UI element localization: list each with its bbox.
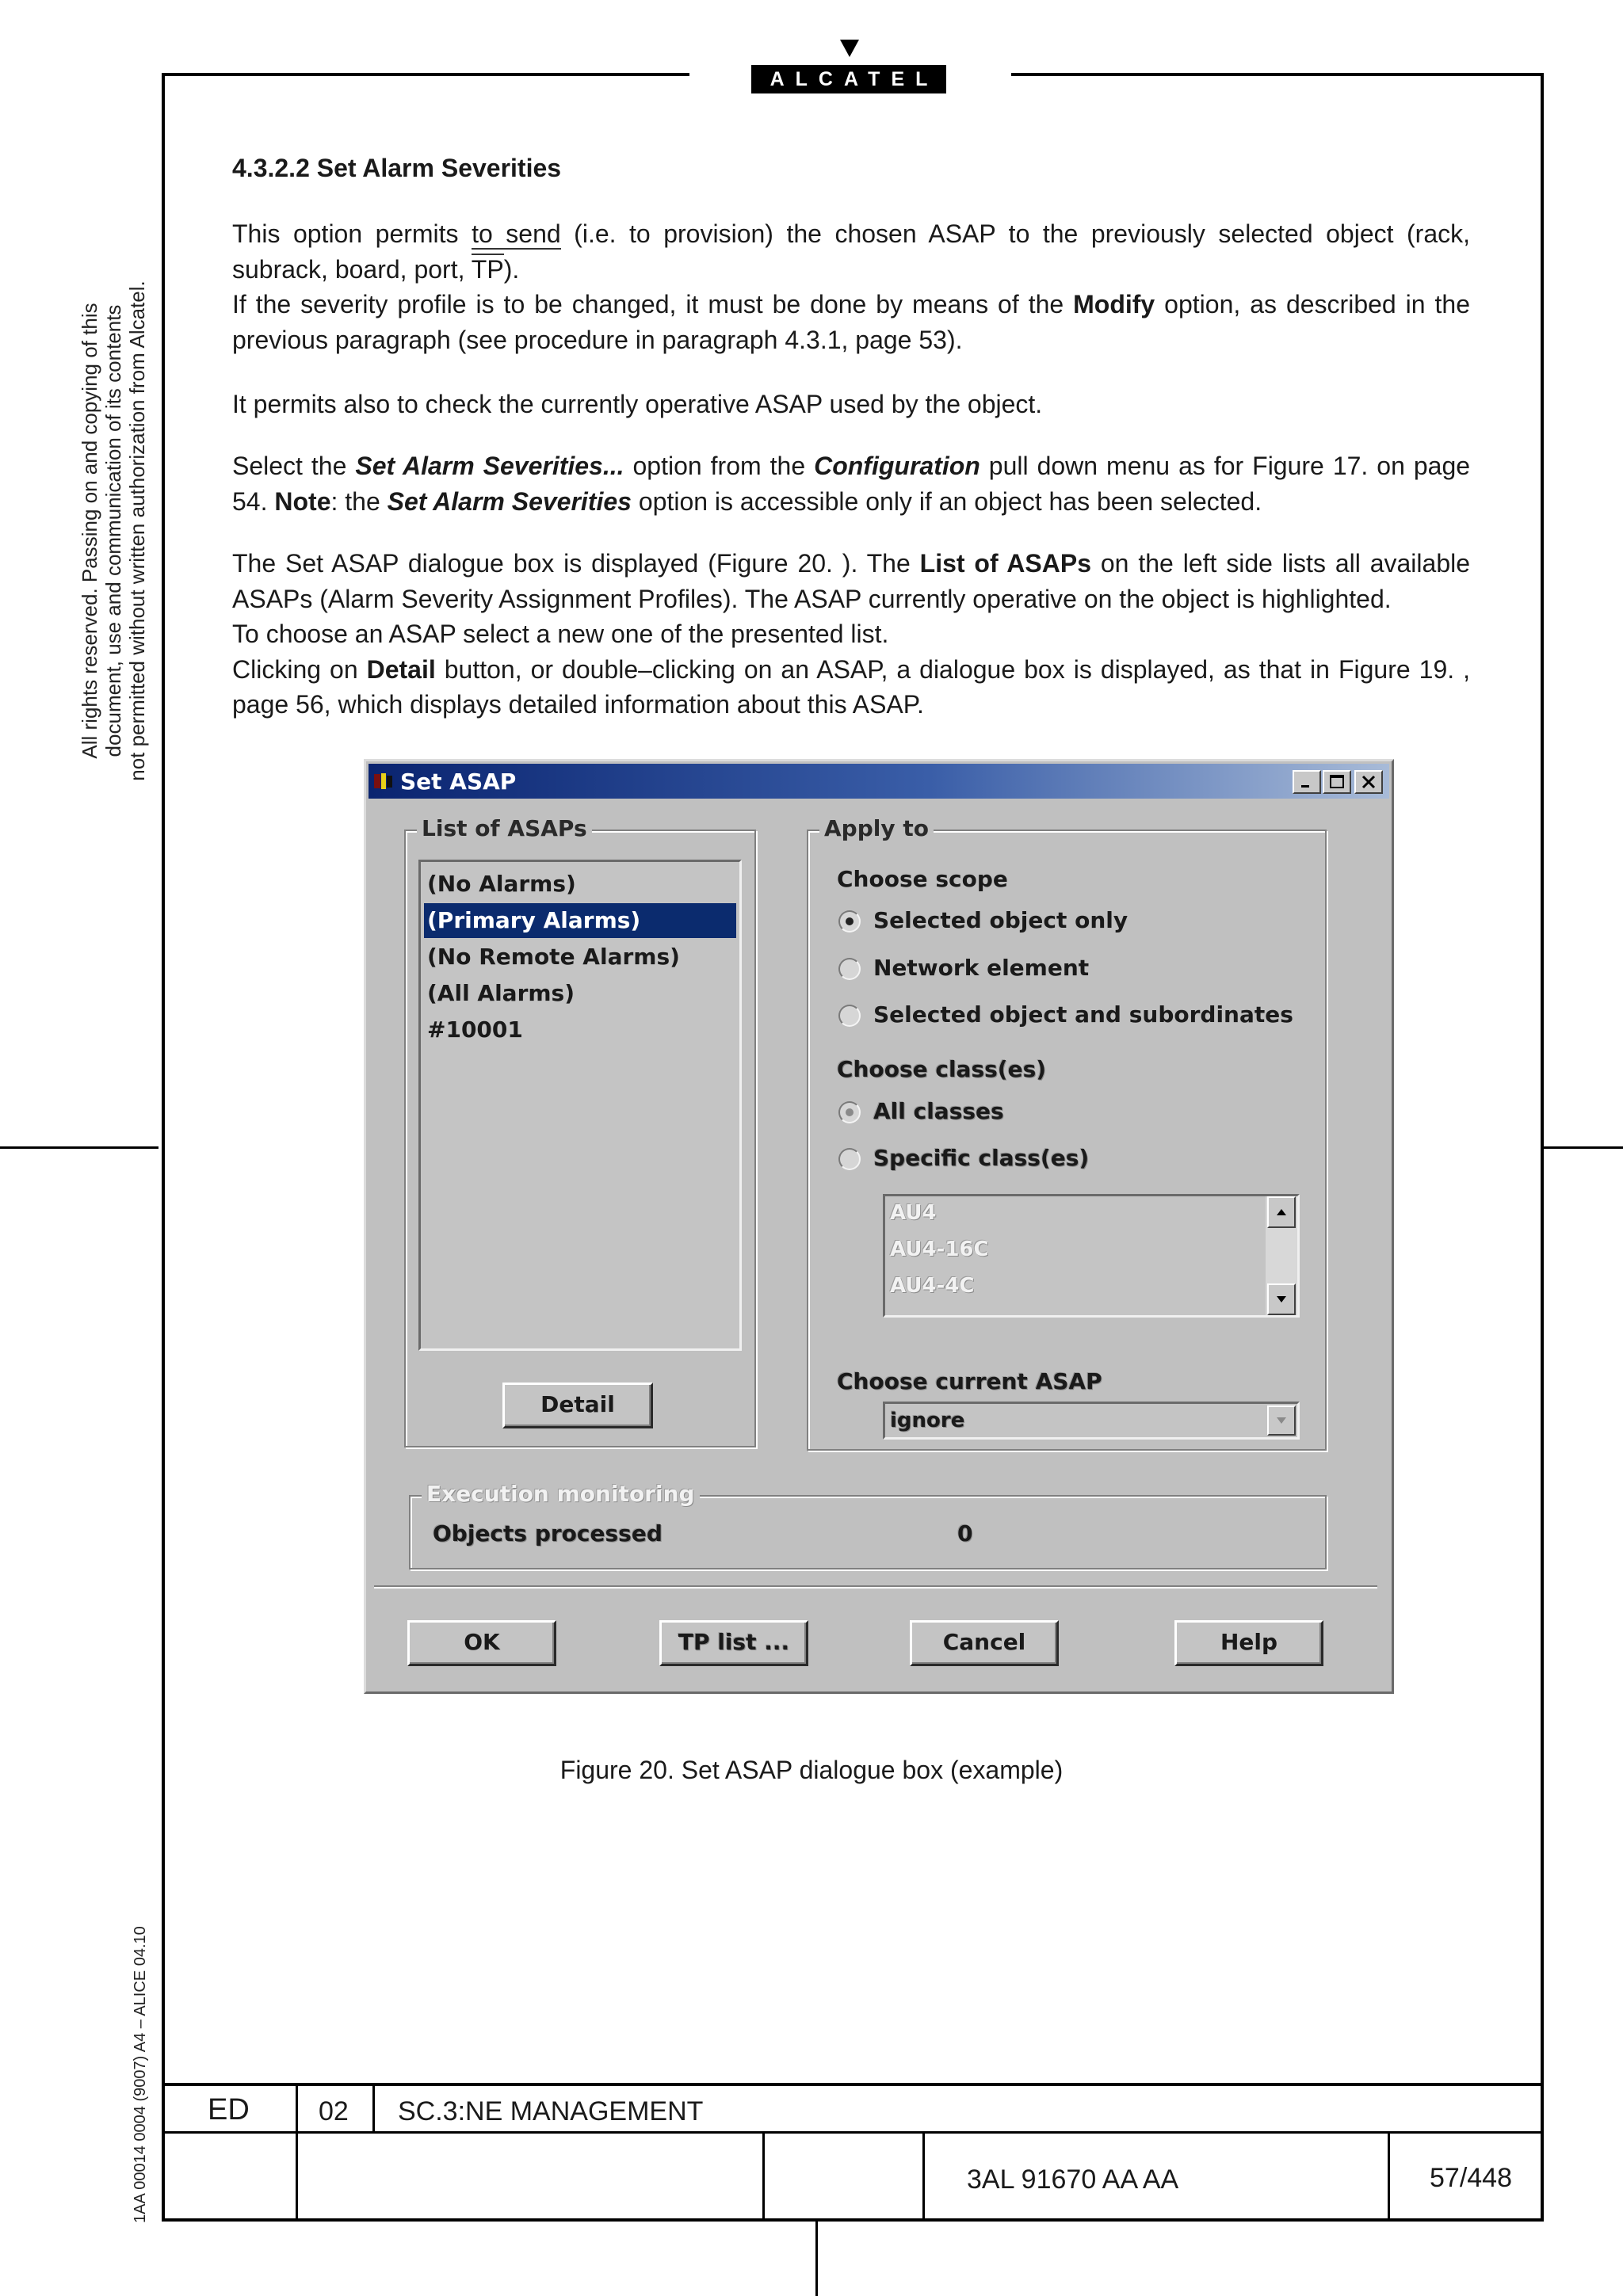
objects-processed-label: Objects processed bbox=[433, 1520, 663, 1547]
crop-mark-right bbox=[1544, 1146, 1623, 1149]
footer-ed-value: 02 bbox=[319, 2096, 349, 2126]
footer-section: SC.3:NE MANAGEMENT bbox=[398, 2096, 704, 2126]
footer-divider-1 bbox=[296, 2083, 298, 2221]
scope-option-subordinates[interactable]: Selected object and subordinates bbox=[873, 1001, 1293, 1028]
asap-item-no-alarms[interactable]: (No Alarms) bbox=[427, 871, 576, 897]
current-asap-combo[interactable] bbox=[883, 1402, 1300, 1440]
footer-top-line bbox=[162, 2083, 1544, 2086]
class-item-au4[interactable]: AU4 bbox=[890, 1201, 937, 1225]
frame-left-line bbox=[162, 73, 165, 2222]
class-listbox[interactable] bbox=[883, 1194, 1300, 1318]
execution-monitoring-group bbox=[409, 1481, 1327, 1569]
ok-button[interactable]: OK bbox=[407, 1620, 556, 1666]
scope-option-network-element[interactable]: Network element bbox=[873, 955, 1090, 981]
detail-button[interactable]: Detail bbox=[502, 1383, 653, 1428]
arrow-up-icon bbox=[1275, 1207, 1288, 1217]
close-button[interactable] bbox=[1354, 770, 1383, 794]
paragraph-5: The Set ASAP dialogue box is displayed (Figure 20. ). The List of ASAPs on the left side lists all available ASAPs (Alarm Severity Assignment Profiles). The ASAP currently operative on the object is highlighted. To choose an ASAP select a new one of the presented list. Clicking on Detail button, or double–clicking on an ASAP, a dialogue box is displayed, as that in Figure 19. , page 56, which displays detailed information about this ASAP. bbox=[232, 549, 1471, 719]
footer-document-code: 3AL 91670 AA AA bbox=[967, 2164, 1179, 2195]
tp-list-button[interactable]: TP list ... bbox=[659, 1620, 808, 1666]
choose-current-asap-label: Choose current ASAP bbox=[837, 1368, 1102, 1394]
crop-mark-bottom bbox=[815, 2222, 818, 2296]
footer-divider-2 bbox=[372, 2083, 375, 2134]
dialog-titlebar[interactable] bbox=[369, 764, 1389, 799]
chevron-down-icon bbox=[1275, 1416, 1288, 1425]
scope-radio-subordinates[interactable] bbox=[838, 1005, 861, 1027]
asap-item-no-remote-alarms[interactable]: (No Remote Alarms) bbox=[427, 944, 680, 970]
maximize-icon bbox=[1328, 774, 1346, 790]
paragraph-1: This option permits to send (i.e. to provision) the chosen ASAP to the previously selected object (rack, subrack, board, port, TP). If the severity profile is to be changed, it must be done by means of the Modify option, as described in the previous paragraph (see procedure in paragraph 4.3.1, page 53). bbox=[232, 219, 1471, 354]
execution-monitoring-label: Execution monitoring bbox=[422, 1481, 700, 1507]
scroll-up-button[interactable] bbox=[1267, 1196, 1296, 1228]
scope-radio-selected-object[interactable] bbox=[838, 910, 861, 933]
rights-line-3: not permitted without written authorization from Alcatel. bbox=[125, 280, 149, 781]
list-of-asaps-group bbox=[404, 815, 756, 1447]
document-template-code: 1AA 00014 0004 (9007) A4 – ALICE 04.10 bbox=[132, 1926, 149, 2223]
apply-to-label: Apply to bbox=[819, 815, 934, 841]
frame-top-left-line bbox=[162, 73, 689, 76]
scope-option-selected-object[interactable]: Selected object only bbox=[873, 907, 1128, 933]
class-list-scrollbar[interactable] bbox=[1266, 1196, 1297, 1315]
alcatel-logo: ALCATEL bbox=[751, 65, 946, 93]
asap-item-10001[interactable]: #10001 bbox=[427, 1016, 523, 1043]
paragraph-4: Select the Set Alarm Severities... option from the Configuration pull down menu as for Figure 17. on page 54. Note: the Set Alarm Severities option is accessible only if an object has been selected. bbox=[232, 452, 1471, 516]
section-heading: 4.3.2.2 Set Alarm Severities bbox=[232, 154, 562, 182]
choose-scope-label: Choose scope bbox=[837, 866, 1008, 892]
rights-line-1: All rights reserved. Passing on and copying of this bbox=[78, 303, 101, 759]
class-item-au4-16c[interactable]: AU4-16C bbox=[890, 1238, 989, 1261]
class-option-specific[interactable]: Specific class(es) bbox=[873, 1145, 1090, 1171]
class-radio-specific[interactable] bbox=[838, 1148, 861, 1170]
footer-ed-label: ED bbox=[208, 2093, 250, 2126]
maximize-button[interactable] bbox=[1323, 770, 1351, 794]
scope-radio-network-element[interactable] bbox=[838, 958, 861, 980]
asap-item-all-alarms[interactable]: (All Alarms) bbox=[427, 980, 575, 1006]
help-button[interactable]: Help bbox=[1174, 1620, 1323, 1666]
close-icon bbox=[1360, 774, 1377, 790]
footer-divider-3 bbox=[762, 2131, 765, 2221]
rights-notice bbox=[78, 261, 149, 800]
footer-divider-5 bbox=[1388, 2131, 1390, 2221]
footer-mid-line bbox=[162, 2131, 1544, 2134]
dialog-title: Set ASAP bbox=[400, 769, 517, 795]
class-option-all[interactable]: All classes bbox=[873, 1098, 1004, 1124]
app-icon bbox=[373, 772, 394, 791]
current-asap-value: ignore bbox=[890, 1409, 965, 1432]
crop-mark-left bbox=[0, 1146, 158, 1149]
asap-listbox[interactable] bbox=[418, 860, 742, 1351]
apply-to-group bbox=[807, 815, 1327, 1451]
minimize-button[interactable] bbox=[1293, 770, 1321, 794]
asap-item-primary-alarms[interactable]: (Primary Alarms) bbox=[424, 903, 736, 938]
footer-divider-4 bbox=[922, 2131, 925, 2221]
choose-classes-label: Choose class(es) bbox=[837, 1056, 1047, 1082]
list-of-asaps-label: List of ASAPs bbox=[417, 815, 592, 841]
rights-line-2: document, use and communication of its contents bbox=[101, 304, 125, 757]
figure-caption: Figure 20. Set ASAP dialogue box (example) bbox=[559, 1756, 1064, 1784]
minimize-icon bbox=[1298, 774, 1316, 790]
scroll-down-button[interactable] bbox=[1267, 1283, 1296, 1315]
set-asap-dialog bbox=[364, 759, 1394, 1694]
combo-dropdown-button[interactable] bbox=[1267, 1405, 1296, 1436]
class-radio-all[interactable] bbox=[838, 1101, 861, 1123]
logo-arrow-icon bbox=[840, 40, 859, 57]
dialog-separator bbox=[374, 1585, 1377, 1587]
footer-bottom-line bbox=[162, 2218, 1544, 2222]
footer-page-number: 57/448 bbox=[1430, 2163, 1512, 2193]
class-item-au4-4c[interactable]: AU4-4C bbox=[890, 1274, 975, 1298]
frame-top-right-line bbox=[1011, 73, 1544, 76]
arrow-down-icon bbox=[1275, 1295, 1288, 1304]
paragraph-3: It permits also to check the currently operative ASAP used by the object. bbox=[232, 390, 1043, 418]
cancel-button[interactable]: Cancel bbox=[910, 1620, 1059, 1666]
objects-processed-value: 0 bbox=[957, 1520, 973, 1547]
